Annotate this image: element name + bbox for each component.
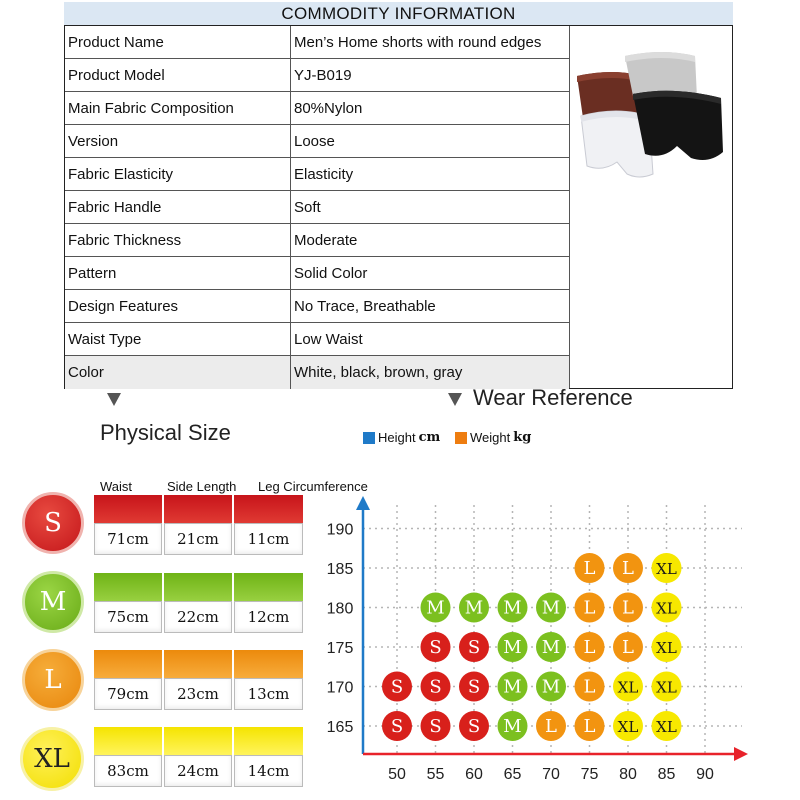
physical-size-title: Physical Size bbox=[100, 420, 231, 445]
y-tick-label: 170 bbox=[326, 679, 354, 697]
wear-reference-title: Wear Reference bbox=[473, 385, 633, 410]
row-label: Color bbox=[65, 356, 291, 389]
y-tick-label: 185 bbox=[326, 561, 354, 578]
col-head-side-length: Side Length bbox=[167, 479, 237, 494]
col-head-waist: Waist bbox=[100, 479, 133, 494]
size-dot-label: S bbox=[429, 637, 442, 658]
row-label: Fabric Elasticity bbox=[65, 158, 291, 191]
size-cell: 21cm bbox=[164, 523, 232, 555]
size-cell: 13cm bbox=[234, 678, 303, 710]
commodity-title: COMMODITY INFORMATION bbox=[64, 2, 733, 25]
size-dot-label: S bbox=[467, 716, 481, 737]
size-badge-l: L bbox=[22, 649, 84, 711]
size-cell: 11cm bbox=[234, 523, 303, 555]
size-cell: 23cm bbox=[164, 678, 232, 710]
row-value: Moderate bbox=[294, 232, 358, 249]
size-dot-label: S bbox=[429, 676, 442, 698]
row-label: Product Name bbox=[65, 26, 291, 59]
size-dot-label: L bbox=[622, 637, 634, 658]
size-cell: 75cm bbox=[94, 601, 162, 633]
row-label: Pattern bbox=[65, 257, 291, 290]
x-tick-label: 50 bbox=[388, 766, 406, 783]
size-dot-label: L bbox=[583, 716, 596, 737]
x-tick-label: 60 bbox=[465, 766, 483, 783]
row-label: Waist Type bbox=[65, 323, 291, 356]
row-value: Low Waist bbox=[294, 331, 363, 348]
row-label: Product Model bbox=[65, 59, 291, 92]
size-cell: 83cm bbox=[94, 755, 162, 787]
size-dot-label: M bbox=[503, 676, 522, 698]
size-dot-label: S bbox=[467, 637, 481, 658]
size-dot-label: M bbox=[503, 716, 522, 737]
x-tick-label: 55 bbox=[426, 766, 445, 783]
size-dot-label: XL bbox=[656, 718, 677, 736]
size-cell: 22cm bbox=[164, 601, 232, 633]
size-dot-label: L bbox=[622, 597, 634, 619]
row-value: Loose bbox=[294, 133, 335, 150]
row-value: YJ-B019 bbox=[294, 67, 352, 84]
x-tick-label: 85 bbox=[657, 766, 676, 783]
x-tick-label: 70 bbox=[542, 766, 560, 783]
size-dot-label: S bbox=[429, 716, 442, 737]
size-badge-m: M bbox=[22, 571, 84, 633]
size-dot-label: L bbox=[622, 558, 634, 579]
row-value: White, black, brown, gray bbox=[294, 364, 463, 381]
y-tick-label: 180 bbox=[326, 600, 354, 618]
size-dot-label: M bbox=[426, 597, 445, 619]
size-dot-label: L bbox=[545, 716, 557, 737]
size-dot-label: L bbox=[583, 597, 596, 619]
legend-unit: cm bbox=[418, 430, 441, 445]
y-tick-label: 165 bbox=[326, 719, 354, 736]
x-tick-label: 75 bbox=[580, 766, 599, 783]
size-badge-xl: XL bbox=[20, 727, 84, 791]
size-dot-label: S bbox=[390, 676, 404, 698]
size-cell: 71cm bbox=[94, 523, 162, 555]
row-value: Solid Color bbox=[294, 265, 368, 282]
row-label: Version bbox=[65, 125, 291, 158]
size-cell: 79cm bbox=[94, 678, 162, 710]
x-tick-label: 80 bbox=[619, 766, 637, 783]
row-value: Men’s Home shorts with round edges bbox=[294, 34, 542, 51]
legend-unit: kg bbox=[513, 430, 532, 445]
x-tick-label: 65 bbox=[503, 766, 522, 783]
size-dot-label: XL bbox=[656, 678, 677, 697]
size-dot-label: XL bbox=[656, 639, 677, 657]
y-tick-label: 190 bbox=[326, 521, 354, 539]
size-dot-label: XL bbox=[656, 560, 677, 578]
size-dot-label: M bbox=[541, 676, 561, 698]
col-head-leg: Leg Circumference bbox=[258, 479, 368, 494]
row-value: Soft bbox=[294, 199, 321, 216]
legend-label: Weight bbox=[470, 430, 511, 445]
size-cell: 12cm bbox=[234, 601, 303, 633]
size-dot-label: XL bbox=[656, 599, 677, 618]
size-cell: 14cm bbox=[234, 755, 303, 787]
size-dot-label: XL bbox=[617, 678, 639, 697]
size-dot-label: S bbox=[390, 716, 404, 737]
size-dot-label: XL bbox=[617, 718, 639, 736]
row-label: Fabric Handle bbox=[65, 191, 291, 224]
size-dot-label: S bbox=[467, 676, 481, 698]
x-tick-label: 90 bbox=[696, 766, 714, 783]
size-dot-label: L bbox=[583, 558, 596, 579]
size-dot-label: L bbox=[583, 676, 596, 698]
row-label: Design Features bbox=[65, 290, 291, 323]
size-dot-label: M bbox=[541, 637, 561, 658]
size-dot-label: L bbox=[583, 637, 596, 658]
row-label: Fabric Thickness bbox=[65, 224, 291, 257]
size-dot-label: M bbox=[503, 637, 522, 658]
row-value: No Trace, Breathable bbox=[294, 298, 436, 315]
y-tick-label: 175 bbox=[326, 640, 354, 657]
x-axis-arrow-icon bbox=[734, 747, 748, 761]
size-cell: 24cm bbox=[164, 755, 232, 787]
size-badge-s: S bbox=[22, 492, 84, 554]
row-value: 80%Nylon bbox=[294, 100, 363, 117]
legend-label: Height bbox=[378, 430, 416, 445]
size-dot-label: M bbox=[503, 597, 522, 619]
row-value: Elasticity bbox=[294, 166, 354, 183]
size-dot-label: M bbox=[464, 597, 484, 619]
size-dot-label: M bbox=[541, 597, 561, 619]
y-axis-arrow-icon bbox=[356, 496, 370, 510]
row-label: Main Fabric Composition bbox=[65, 92, 291, 125]
